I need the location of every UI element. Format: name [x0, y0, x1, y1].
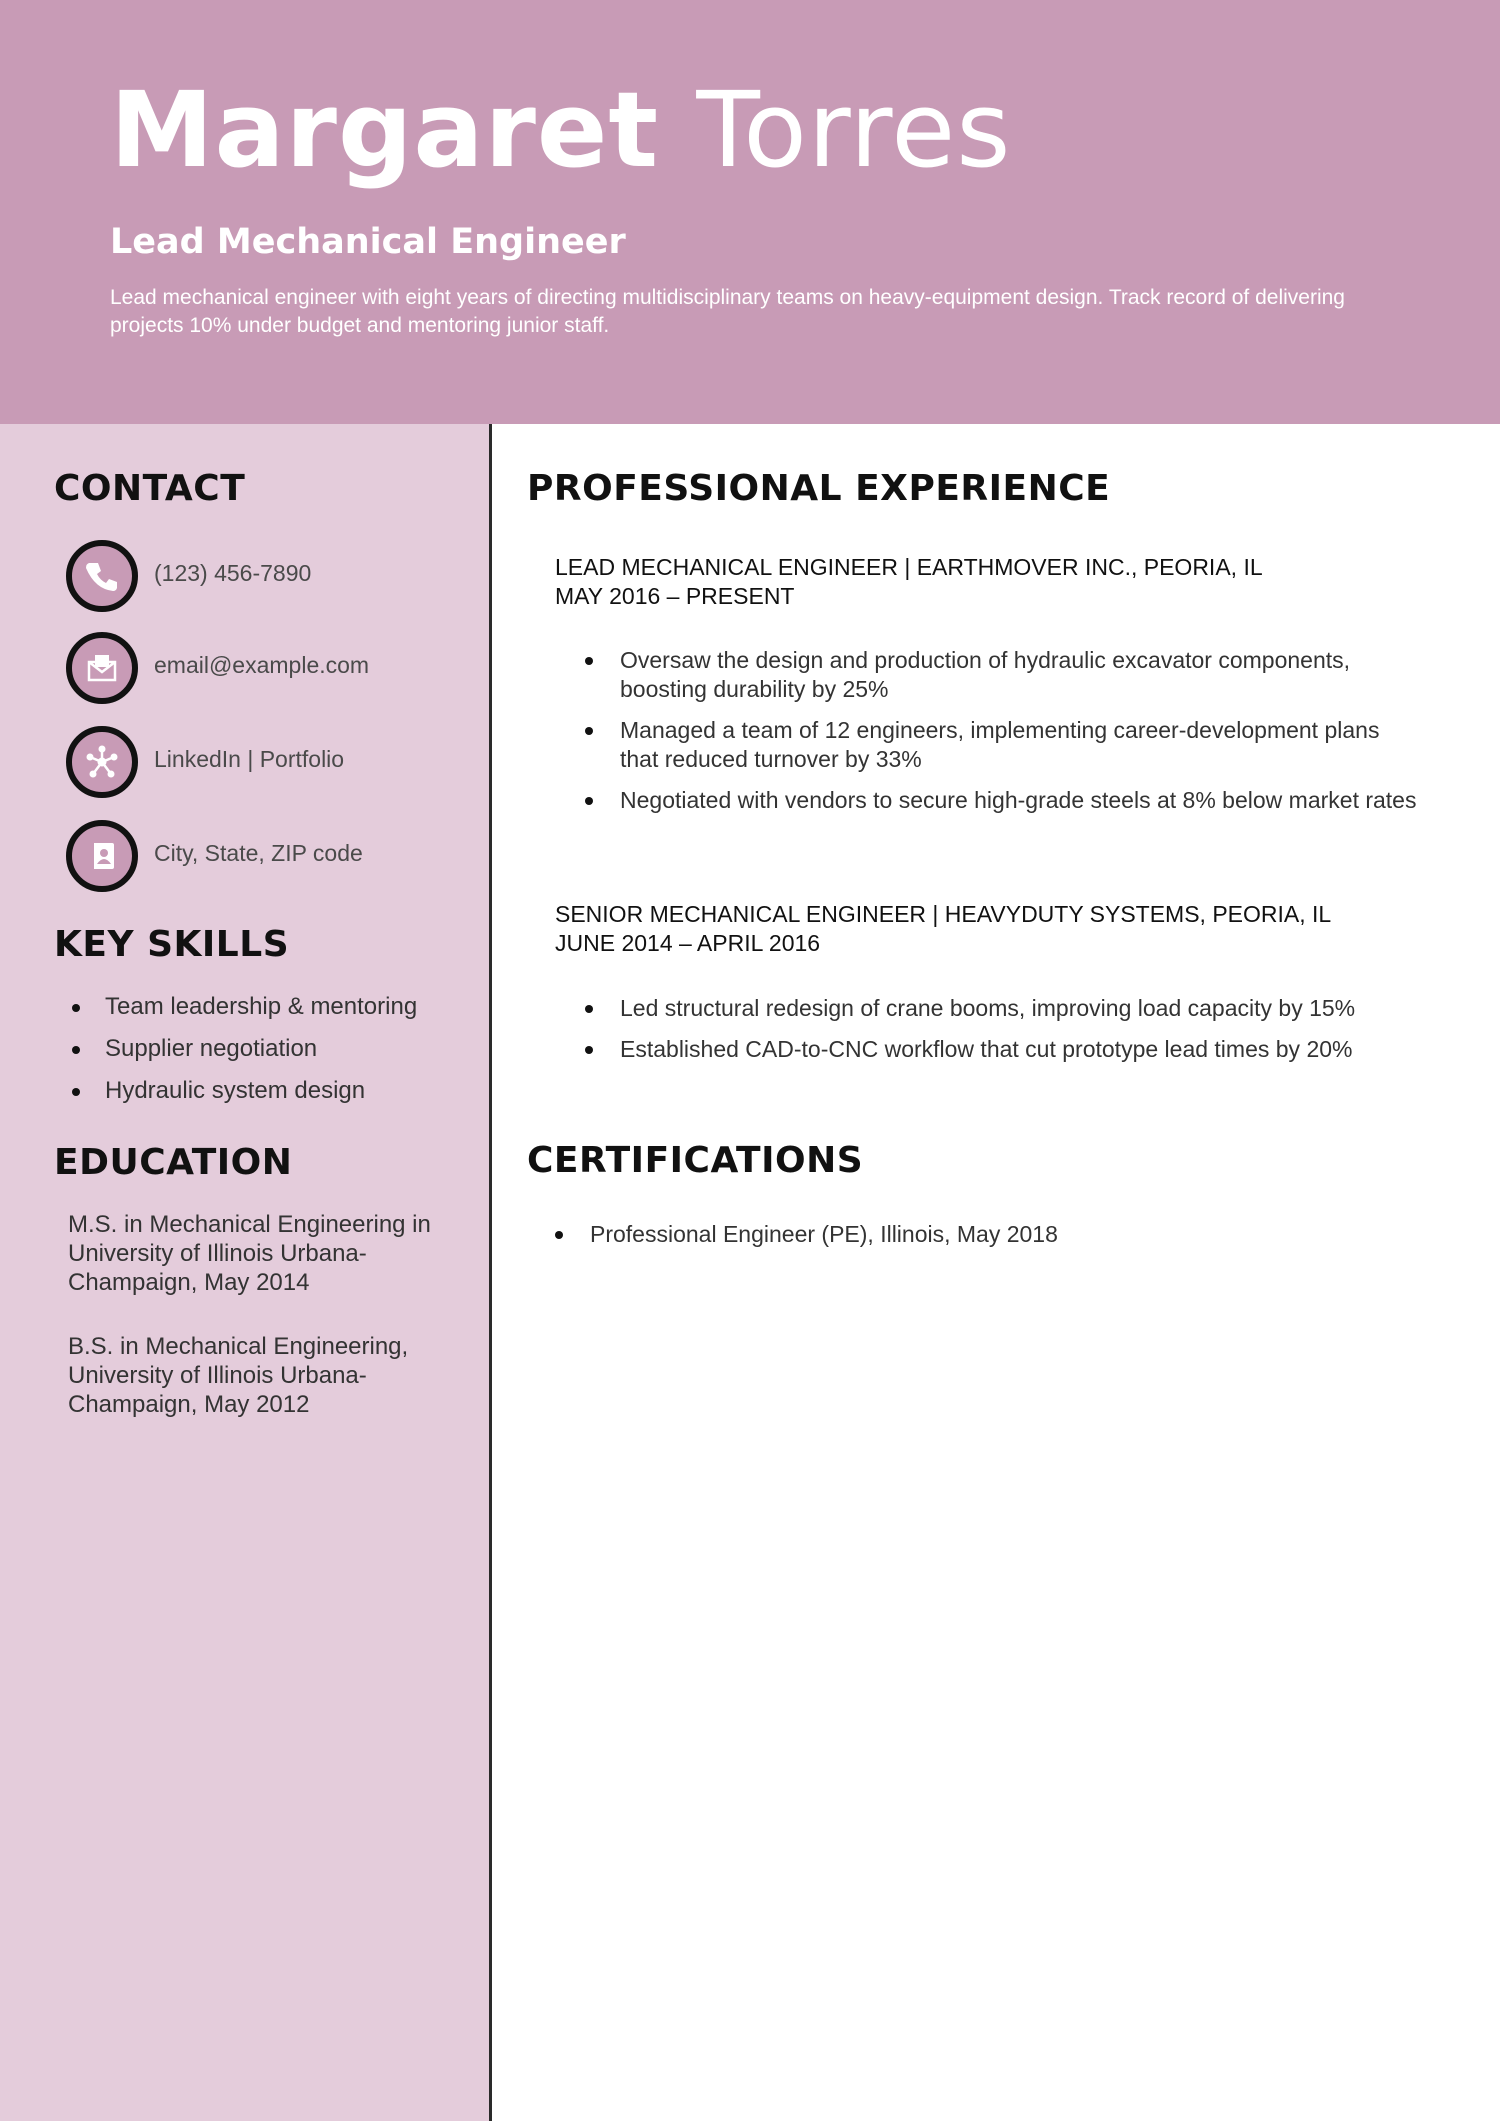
job-role-company: SENIOR MECHANICAL ENGINEER | HEAVYDUTY SYSTEMS, PEORIA, IL — [555, 901, 1332, 927]
job-dates: MAY 2016 – PRESENT — [555, 583, 795, 609]
contact-heading: CONTACT — [54, 468, 246, 509]
contact-address-text: City, State, ZIP code — [154, 840, 363, 866]
skill-item: Hydraulic system design — [50, 1076, 417, 1118]
summary: Lead mechanical engineer with eight years of directing multidisciplinary teams on heavy-equipment design. Track record of delivering projects 10% under budget and mentoring junior staff. — [110, 286, 1345, 337]
contact-links — [66, 726, 466, 798]
certifications-heading: CERTIFICATIONS — [527, 1140, 864, 1181]
mail-icon — [66, 632, 138, 704]
network-icon — [66, 726, 138, 798]
skills-heading: KEY SKILLS — [54, 924, 290, 965]
skills-list — [50, 992, 417, 1118]
header-band — [0, 0, 1500, 424]
first-name: Margaret — [110, 69, 660, 191]
job-bullet: Established CAD-to-CNC workflow that cut prototype lead times by 20% — [560, 1035, 1420, 1064]
phone-icon — [66, 540, 138, 612]
job-heading — [555, 900, 1331, 958]
contact-phone-text: (123) 456-7890 — [154, 560, 312, 586]
experience-heading: PROFESSIONAL EXPERIENCE — [527, 468, 1111, 509]
certification-item: Professional Engineer (PE), Illinois, May 2018 — [530, 1220, 1390, 1249]
address-book-icon — [66, 820, 138, 892]
contact-links-text: LinkedIn | Portfolio — [154, 746, 345, 772]
education-item: M.S. in Mechanical Engineering in University of Illinois Urbana-Champaign, May 2014 — [68, 1211, 431, 1296]
job-title: Lead Mechanical Engineer — [110, 222, 626, 262]
job-bullets — [560, 646, 1420, 827]
job-role-company: LEAD MECHANICAL ENGINEER | EARTHMOVER INC., PEORIA, IL — [555, 554, 1263, 580]
certifications-list — [530, 1220, 1390, 1261]
job-dates: JUNE 2014 – APRIL 2016 — [555, 930, 821, 956]
job-bullet: Negotiated with vendors to secure high-grade steels at 8% below market rates — [560, 786, 1420, 815]
skill-item: Supplier negotiation — [50, 1034, 417, 1076]
skill-item: Team leadership & mentoring — [50, 992, 417, 1034]
last-name: Torres — [696, 69, 1012, 191]
job-bullet: Led structural redesign of crane booms, improving load capacity by 15% — [560, 994, 1420, 1023]
job-heading — [555, 553, 1263, 611]
contact-email-text: email@example.com — [154, 652, 370, 678]
education-item: B.S. in Mechanical Engineering, University of Illinois Urbana-Champaign, May 2012 — [68, 1333, 409, 1418]
contact-address — [66, 820, 466, 892]
education-heading: EDUCATION — [54, 1142, 293, 1183]
job-bullets — [560, 994, 1420, 1076]
contact-email — [66, 632, 466, 704]
contact-phone — [66, 540, 466, 612]
column-divider — [489, 424, 492, 2121]
candidate-name — [110, 69, 1012, 191]
job-bullet: Oversaw the design and production of hydraulic excavator components, boosting durability by 25% — [560, 646, 1420, 704]
job-bullet: Managed a team of 12 engineers, implementing career-development plans that reduced turnover by 33% — [560, 716, 1420, 774]
